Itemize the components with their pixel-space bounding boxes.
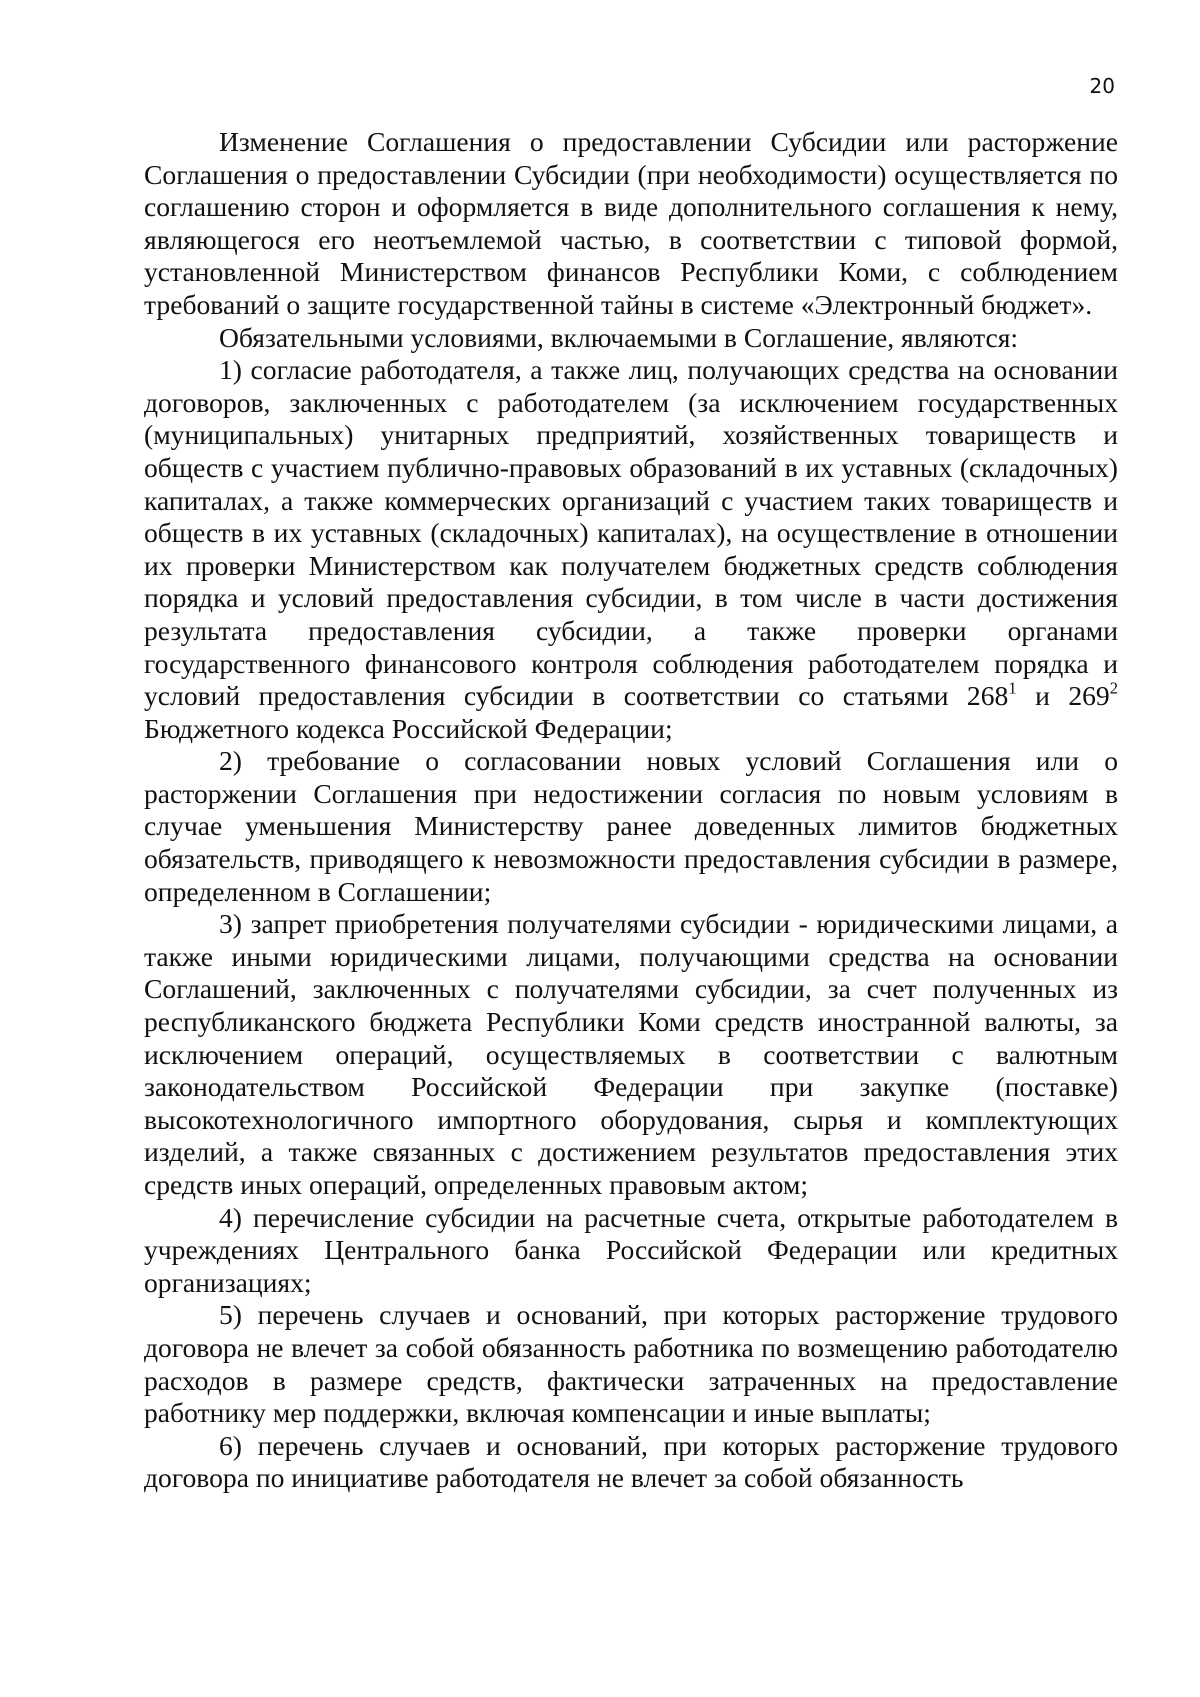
list-item-1 <box>144 354 1118 745</box>
list-item-1-text-b: и 269 <box>1016 680 1110 712</box>
superscript-1: 1 <box>1008 678 1017 698</box>
page-number: 20 <box>1089 74 1115 98</box>
list-item-1-text-c: Бюджетного кодекса Российской Федерации; <box>144 712 673 744</box>
document-body <box>144 126 1118 1495</box>
list-item-1-text-a: 1) согласие работодателя, а также лиц, получающих средства на основании договоров, заключенных с работодателем (за исключением государственных (муниципальных) унитарных предприятий, хозяйственных товариществ и обществ с участием публично-правовых образований в их уставных (складочных) капиталах, а также коммерческих организаций с участием таких товариществ и обществ в их уставных (складочных) капиталах), на осуществление в отношении их проверки Министерством как получателем бюджетных средств соблюдения порядка и условий предоставления субсидии, в том числе в части достижения результата предоставления субсидии, а также проверки органами государственного финансового контроля соблюдения работодателем порядка и условий предоставления субсидии в соответствии со статьями 268 <box>144 354 1118 712</box>
paragraph-agreement-change: Изменение Соглашения о предоставлении Субсидии или расторжение Соглашения о предоставлении Субсидии (при необходимости) осуществляется по соглашению сторон и оформляется в виде дополнительного соглашения к нему, являющегося его неотъемлемой частью, в соответствии с типовой формой, установленной Министерством финансов Республики Коми, с соблюдением требований о защите государственной тайны в системе «Электронный бюджет». <box>144 126 1118 320</box>
list-item-3: 3) запрет приобретения получателями субсидии - юридическими лицами, а также иными юридическими лицами, получающими средства на основании Соглашений, заключенных с получателями субсидии, за счет полученных из республиканского бюджета Республики Коми средств иностранной валюты, за исключением операций, осуществляемых в соответствии с валютным законодательством Российской Федерации при закупке (поставке) высокотехнологичного импортного оборудования, сырья и комплектующих изделий, а также связанных с достижением результатов предоставления этих средств иных операций, определенных правовым актом; <box>144 908 1118 1200</box>
list-item-5: 5) перечень случаев и оснований, при которых расторжение трудового договора не влечет за собой обязанность работника по возмещению работодателю расходов в размере средств, фактически затраченных на предоставление работнику мер поддержки, включая компенсации и иные выплаты; <box>144 1299 1118 1429</box>
superscript-2: 2 <box>1109 678 1118 698</box>
list-item-6: 6) перечень случаев и оснований, при которых расторжение трудового договора по инициативе работодателя не влечет за собой обязанность <box>144 1429 1118 1494</box>
list-item-2: 2) требование о согласовании новых условий Соглашения или о расторжении Соглашения при недостижении согласия по новым условиям в случае уменьшения Министерству ранее доведенных лимитов бюджетных обязательств, приводящего к невозможности предоставления субсидии в размере, определенном в Соглашении; <box>144 745 1118 907</box>
paragraph-mandatory-conditions: Обязательными условиями, включаемыми в Соглашение, являются: <box>219 321 1019 353</box>
list-item-4: 4) перечисление субсидии на расчетные счета, открытые работодателем в учреждениях Центрального банка Российской Федерации или кредитных организациях; <box>144 1201 1118 1298</box>
